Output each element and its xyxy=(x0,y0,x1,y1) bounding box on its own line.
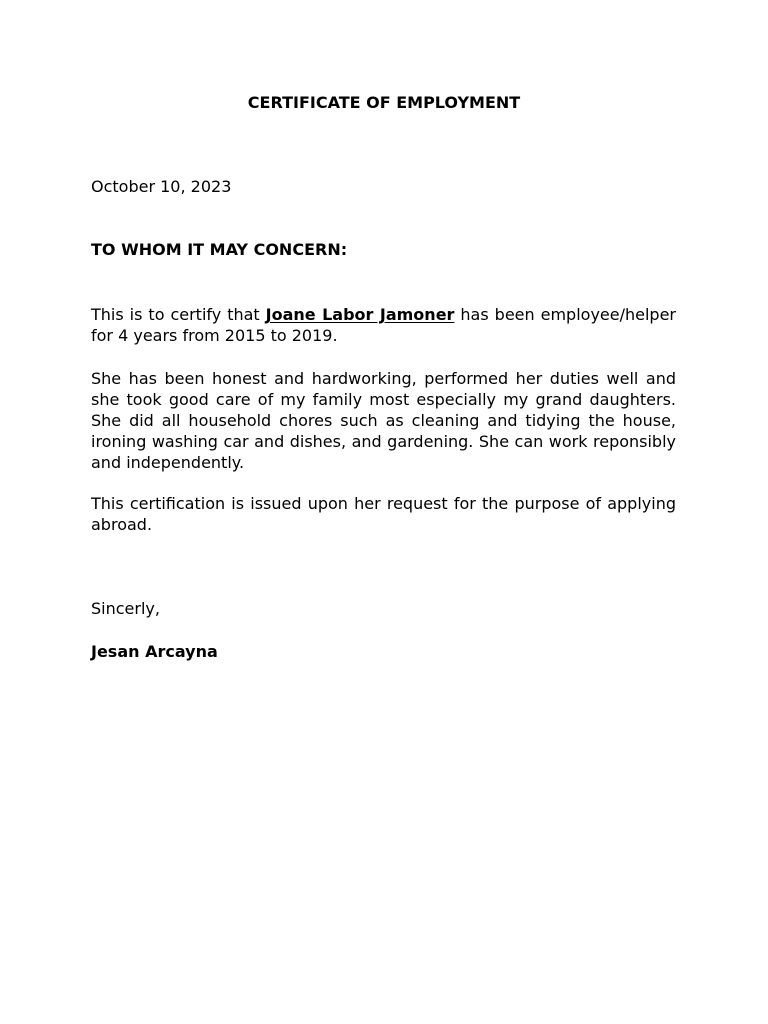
character-paragraph: She has been honest and hardworking, performed her duties well and she took good care of my family most especially my grand daughters. She did all household chores such as cleaning and tidying the house, ironing washing car and dishes, and gardening. She can work reponsibly and independently. xyxy=(91,369,676,472)
paragraph-suffix: has been employee/helper for 4 years from 2015 to 2019. xyxy=(91,305,676,345)
closing: Sincerly, xyxy=(91,599,160,618)
certification-paragraph xyxy=(91,304,676,346)
document-date: October 10, 2023 xyxy=(91,177,232,196)
purpose-paragraph: This certification is issued upon her request for the purpose of applying abroad. xyxy=(91,494,676,534)
paragraph-prefix: This is to certify that xyxy=(91,305,266,324)
salutation: TO WHOM IT MAY CONCERN: xyxy=(91,240,348,259)
document-title: CERTIFICATE OF EMPLOYMENT xyxy=(247,93,521,112)
employee-name: Joane Labor Jamoner xyxy=(265,305,455,324)
signatory-name: Jesan Arcayna xyxy=(91,642,218,661)
